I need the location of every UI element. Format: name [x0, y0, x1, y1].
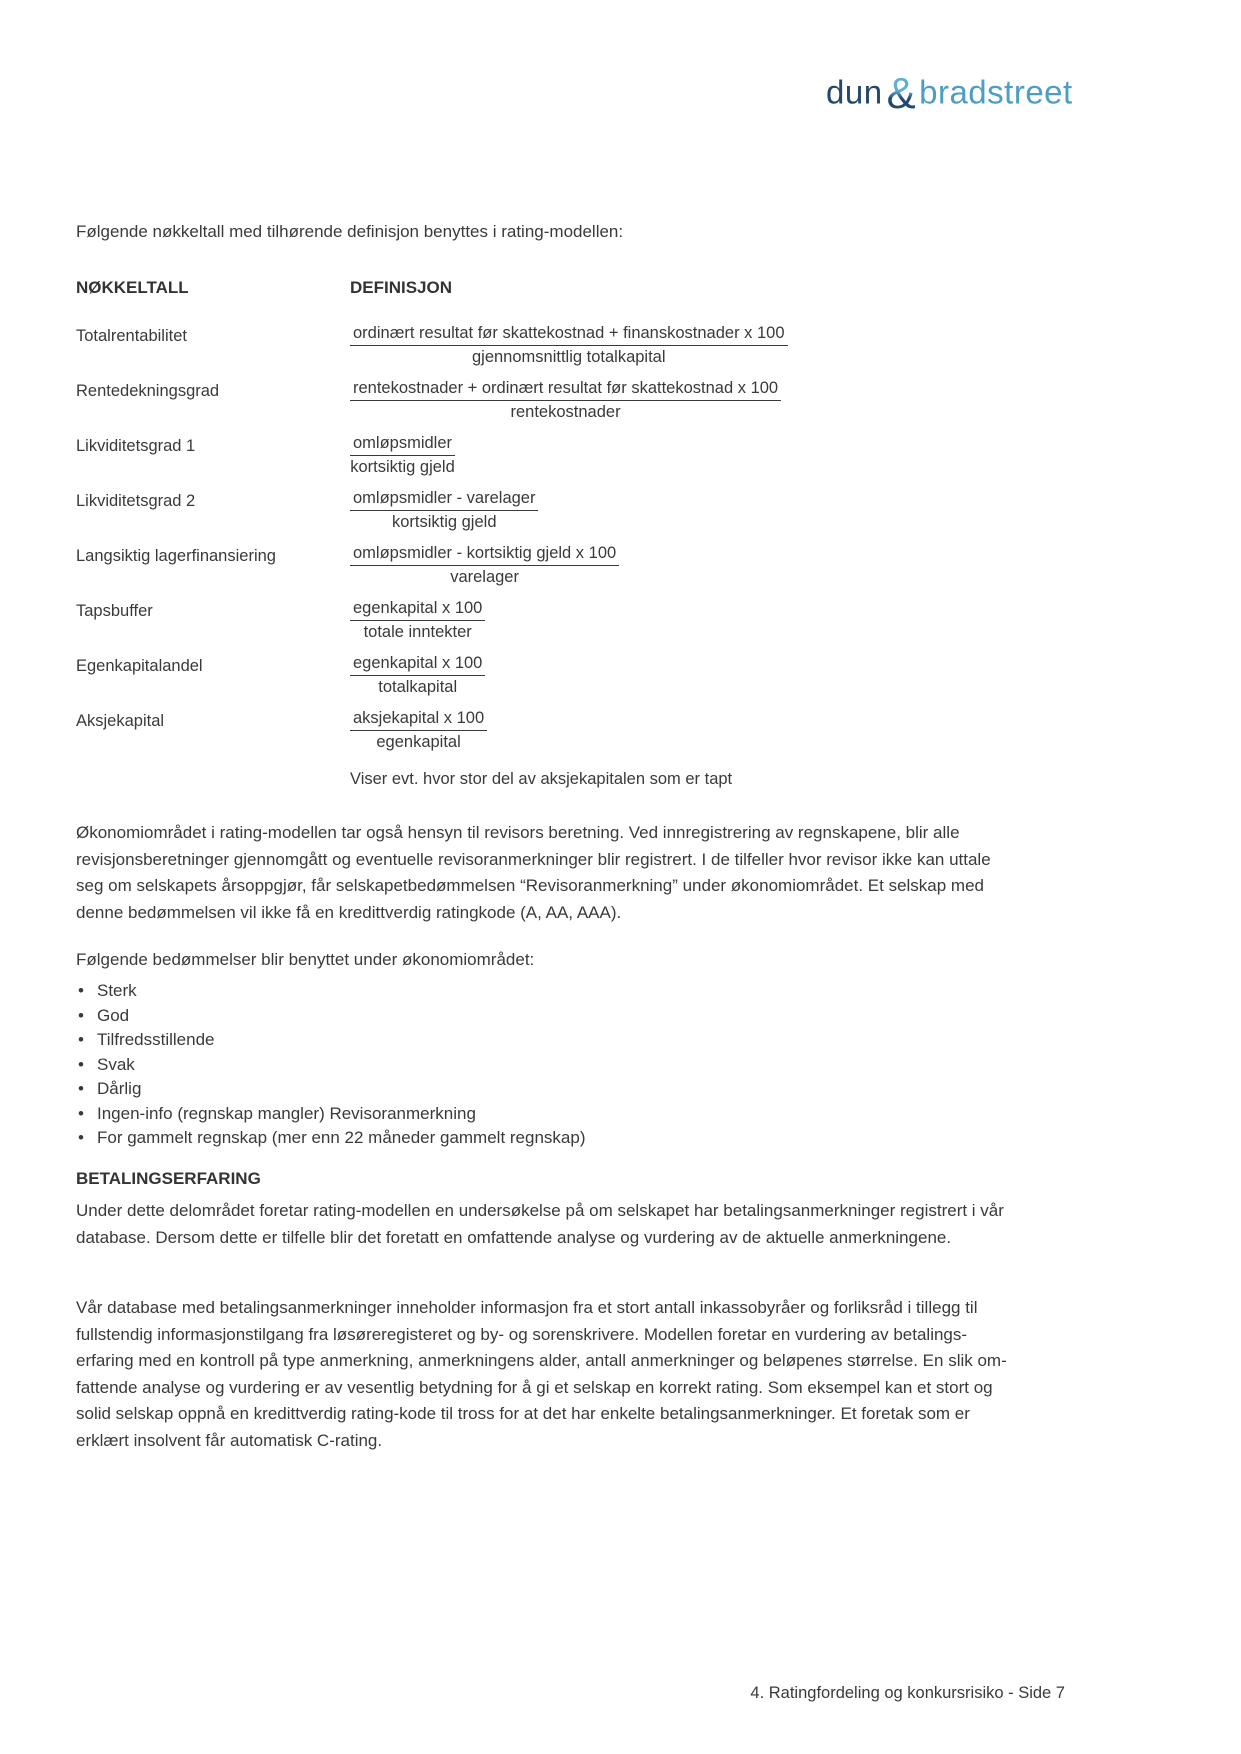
- ratio-label: Egenkapitalandel: [76, 657, 203, 675]
- column-header-definisjon: DEFINISJON: [350, 278, 453, 297]
- list-item: • Tilfredsstillende: [76, 1028, 1021, 1053]
- formula-denominator: kortsiktig gjeld: [391, 513, 497, 531]
- formula-denominator: varelager: [450, 568, 519, 586]
- table-row: [76, 434, 1006, 489]
- ratio-label: Likviditetsgrad 2: [76, 492, 196, 510]
- formula-denominator: totale inntekter: [363, 623, 472, 641]
- table-row: [76, 544, 1006, 599]
- dun-bradstreet-logo: [826, 70, 1073, 119]
- assessment-list-block: [76, 948, 1021, 1151]
- formula-denominator: kortsiktig gjeld: [350, 458, 455, 476]
- column-header-nokkeltall: NØKKELTALL: [76, 278, 189, 297]
- formula-fraction: [350, 544, 619, 599]
- page-footer: 4. Ratingfordeling og konkursrisiko - Side 7: [750, 1684, 1065, 1702]
- table-header-row: [76, 278, 1006, 298]
- table-row: [76, 599, 1006, 654]
- ratio-label: Aksjekapital: [76, 712, 165, 730]
- betalingserfaring-heading: BETALINGSERFARING: [76, 1169, 261, 1188]
- table-row: [76, 654, 1006, 709]
- betalingserfaring-paragraph-2: Vår database med betalingsanmerkninger inneholder informasjon fra et stort antall inkassobyråer og forliksråd i tillegg til fullstendig informasjonstilgang fra løsøreregisteret og by- og sorenskrivere. Modellen foretar en vurdering av betalings- erfaring med en kontroll på type anmerkning, anmerkningens alder, antall anmerkninger og beløpenes størrelse. En slik om- fattende analyse og vurdering er av vesentlig betydning for å gi et selskap en korrekt rating. Som eksempel kan et stort og solid selskap oppnå en kredittverdig rating-kode til tross for at det har enkelte betalingsanmerkninger. Et foretak som er erklært insolvent får automatisk C-rating.: [76, 1298, 1007, 1450]
- logo-text-dun: dun: [826, 73, 883, 111]
- formula-fraction: [350, 709, 487, 764]
- formula-numerator: omløpsmidler: [350, 434, 455, 456]
- list-item: • Sterk: [76, 979, 1021, 1004]
- formula-numerator: omløpsmidler - kortsiktig gjeld x 100: [350, 544, 619, 566]
- formula-fraction: [350, 654, 485, 709]
- formula-fraction: [350, 599, 485, 654]
- formula-fraction: [350, 489, 538, 544]
- assessment-list: [76, 979, 1021, 1151]
- table-row: [76, 379, 1006, 434]
- betalingserfaring-paragraph-1: Under dette delområdet foretar rating-modellen en undersøkelse på om selskapet har betalingsanmerkninger registrert i vår database. Dersom dette er tilfelle blir det foretatt en omfattende analyse og vurdering av de aktuelle anmerkningene.: [76, 1201, 1004, 1247]
- formula-fraction: [350, 434, 455, 489]
- formula-numerator: omløpsmidler - varelager: [350, 489, 538, 511]
- okonomi-paragraph: Økonomiområdet i rating-modellen tar også hensyn til revisors beretning. Ved innregistrering av regnskapene, blir alle revisjonsberetninger gjennomgått og eventuelle revisoranmerkninger blir registrert. I de tilfeller hvor revisor ikke kan uttale seg om selskapets årsoppgjør, får selskapetbedømmelsen “Revisoranmerkning” under økonomiområdet. Et selskap med denne bedømmelsen vil ikke få en kredittverdig ratingkode (A, AA, AAA).: [76, 823, 991, 922]
- aksjekapital-note: Viser evt. hvor stor del av aksjekapitalen som er tapt: [350, 770, 733, 788]
- table-row: [76, 709, 1006, 764]
- key-figures-table: [76, 278, 1006, 789]
- ratio-label: Rentedekningsgrad: [76, 382, 220, 400]
- ratio-label: Tapsbuffer: [76, 602, 153, 620]
- list-item: • Ingen-info (regnskap mangler) Revisoranmerkning: [76, 1102, 1021, 1127]
- list-item: • Dårlig: [76, 1077, 1021, 1102]
- assessment-list-intro: Følgende bedømmelser blir benyttet under økonomiområdet:: [76, 950, 535, 969]
- table-row: [76, 324, 1006, 379]
- list-item: • For gammelt regnskap (mer enn 22 måneder gammelt regnskap): [76, 1126, 1021, 1151]
- formula-denominator: totalkapital: [378, 678, 458, 696]
- ratio-label: Totalrentabilitet: [76, 327, 187, 345]
- logo-text-bradstreet: bradstreet: [919, 73, 1073, 111]
- ratio-label: Langsiktig lagerfinansiering: [76, 547, 276, 565]
- list-item: • Svak: [76, 1053, 1021, 1078]
- intro-line: Følgende nøkkeltall med tilhørende definisjon benyttes i rating-modellen:: [76, 222, 624, 241]
- formula-denominator: gjennomsnittlig totalkapital: [471, 348, 666, 366]
- formula-fraction: [350, 324, 788, 379]
- formula-numerator: egenkapital x 100: [350, 654, 485, 676]
- table-row: [76, 489, 1006, 544]
- formula-numerator: egenkapital x 100: [350, 599, 485, 621]
- logo-ampersand-icon: &: [886, 70, 917, 118]
- formula-numerator: aksjekapital x 100: [350, 709, 487, 731]
- formula-fraction: [350, 379, 781, 434]
- list-item: • God: [76, 1004, 1021, 1029]
- formula-denominator: egenkapital: [376, 733, 461, 751]
- ratio-label: Likviditetsgrad 1: [76, 437, 196, 455]
- formula-numerator: rentekostnader + ordinært resultat før skattekostnad x 100: [350, 379, 781, 401]
- formula-numerator: ordinært resultat før skattekostnad + finanskostnader x 100: [350, 324, 788, 346]
- formula-denominator: rentekostnader: [510, 403, 621, 421]
